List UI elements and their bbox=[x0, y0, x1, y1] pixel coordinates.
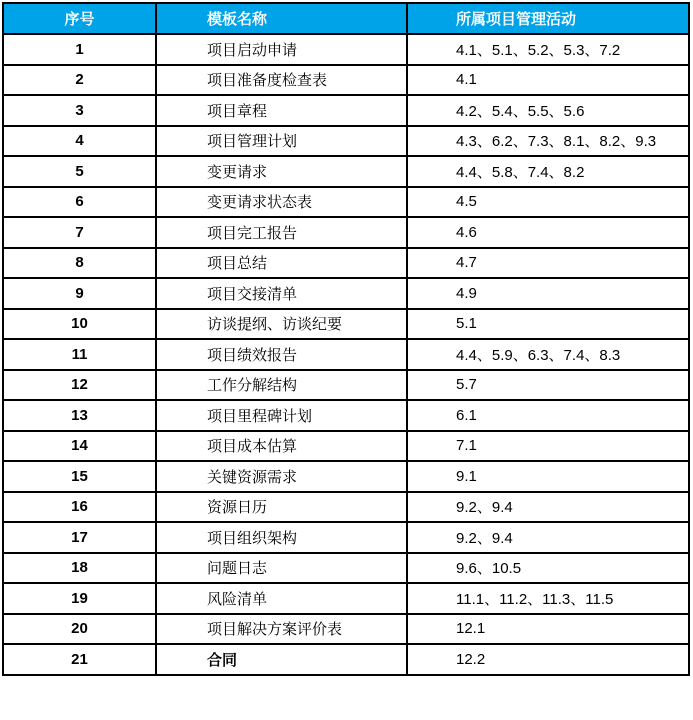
row-template-name: 变更请求状态表 bbox=[156, 187, 407, 218]
header-activity: 所属项目管理活动 bbox=[407, 3, 689, 34]
row-template-name: 项目完工报告 bbox=[156, 217, 407, 248]
row-index: 19 bbox=[3, 583, 156, 614]
row-activity: 4.3、6.2、7.3、8.1、8.2、9.3 bbox=[407, 126, 689, 157]
table-row bbox=[3, 217, 689, 248]
row-template-name: 关键资源需求 bbox=[156, 461, 407, 492]
row-template-name: 项目绩效报告 bbox=[156, 339, 407, 370]
row-index: 7 bbox=[3, 217, 156, 248]
row-template-name: 访谈提纲、访谈纪要 bbox=[156, 309, 407, 340]
row-activity: 7.1 bbox=[407, 431, 689, 462]
table-row bbox=[3, 522, 689, 553]
table-body bbox=[3, 34, 689, 675]
row-template-name: 项目解决方案评价表 bbox=[156, 614, 407, 645]
table-row bbox=[3, 644, 689, 675]
row-activity: 4.1 bbox=[407, 65, 689, 96]
row-index: 5 bbox=[3, 156, 156, 187]
row-activity: 11.1、11.2、11.3、11.5 bbox=[407, 583, 689, 614]
row-index: 1 bbox=[3, 34, 156, 65]
table-row bbox=[3, 248, 689, 279]
row-template-name: 项目章程 bbox=[156, 95, 407, 126]
row-activity: 4.6 bbox=[407, 217, 689, 248]
row-index: 2 bbox=[3, 65, 156, 96]
row-index: 4 bbox=[3, 126, 156, 157]
row-activity: 4.4、5.8、7.4、8.2 bbox=[407, 156, 689, 187]
table-row bbox=[3, 339, 689, 370]
row-template-name: 项目总结 bbox=[156, 248, 407, 279]
table-row bbox=[3, 126, 689, 157]
row-activity: 9.2、9.4 bbox=[407, 492, 689, 523]
table-row bbox=[3, 34, 689, 65]
row-template-name: 问题日志 bbox=[156, 553, 407, 584]
table-row bbox=[3, 553, 689, 584]
row-index: 20 bbox=[3, 614, 156, 645]
row-activity: 9.2、9.4 bbox=[407, 522, 689, 553]
row-template-name: 项目组织架构 bbox=[156, 522, 407, 553]
table-row bbox=[3, 156, 689, 187]
row-index: 17 bbox=[3, 522, 156, 553]
row-index: 15 bbox=[3, 461, 156, 492]
row-index: 13 bbox=[3, 400, 156, 431]
table-row bbox=[3, 309, 689, 340]
row-activity: 9.6、10.5 bbox=[407, 553, 689, 584]
row-index: 9 bbox=[3, 278, 156, 309]
table-row bbox=[3, 583, 689, 614]
row-activity: 4.4、5.9、6.3、7.4、8.3 bbox=[407, 339, 689, 370]
row-template-name: 变更请求 bbox=[156, 156, 407, 187]
template-table bbox=[2, 2, 690, 676]
row-template-name: 项目准备度检查表 bbox=[156, 65, 407, 96]
table-row bbox=[3, 187, 689, 218]
row-activity: 4.7 bbox=[407, 248, 689, 279]
row-activity: 4.5 bbox=[407, 187, 689, 218]
row-index: 10 bbox=[3, 309, 156, 340]
row-index: 18 bbox=[3, 553, 156, 584]
row-template-name: 工作分解结构 bbox=[156, 370, 407, 401]
table-row bbox=[3, 461, 689, 492]
row-activity: 9.1 bbox=[407, 461, 689, 492]
row-activity: 6.1 bbox=[407, 400, 689, 431]
row-activity: 4.1、5.1、5.2、5.3、7.2 bbox=[407, 34, 689, 65]
row-template-name: 项目交接清单 bbox=[156, 278, 407, 309]
row-template-name: 项目里程碑计划 bbox=[156, 400, 407, 431]
row-index: 14 bbox=[3, 431, 156, 462]
row-activity: 4.2、5.4、5.5、5.6 bbox=[407, 95, 689, 126]
table-row bbox=[3, 492, 689, 523]
table-row bbox=[3, 400, 689, 431]
row-activity: 5.7 bbox=[407, 370, 689, 401]
row-template-name: 风险清单 bbox=[156, 583, 407, 614]
table-row bbox=[3, 370, 689, 401]
table-row bbox=[3, 431, 689, 462]
row-index: 12 bbox=[3, 370, 156, 401]
table-row bbox=[3, 614, 689, 645]
table-header bbox=[3, 3, 689, 34]
row-template-name: 合同 bbox=[156, 644, 407, 675]
table-row bbox=[3, 65, 689, 96]
table-row bbox=[3, 95, 689, 126]
row-index: 16 bbox=[3, 492, 156, 523]
row-activity: 12.1 bbox=[407, 614, 689, 645]
row-index: 6 bbox=[3, 187, 156, 218]
header-index: 序号 bbox=[3, 3, 156, 34]
row-template-name: 项目启动申请 bbox=[156, 34, 407, 65]
row-index: 21 bbox=[3, 644, 156, 675]
row-template-name: 项目成本估算 bbox=[156, 431, 407, 462]
header-template-name: 模板名称 bbox=[156, 3, 407, 34]
table-row bbox=[3, 278, 689, 309]
row-index: 11 bbox=[3, 339, 156, 370]
row-activity: 5.1 bbox=[407, 309, 689, 340]
row-activity: 12.2 bbox=[407, 644, 689, 675]
row-activity: 4.9 bbox=[407, 278, 689, 309]
row-template-name: 资源日历 bbox=[156, 492, 407, 523]
header-row bbox=[3, 3, 689, 34]
row-index: 8 bbox=[3, 248, 156, 279]
row-template-name: 项目管理计划 bbox=[156, 126, 407, 157]
row-index: 3 bbox=[3, 95, 156, 126]
